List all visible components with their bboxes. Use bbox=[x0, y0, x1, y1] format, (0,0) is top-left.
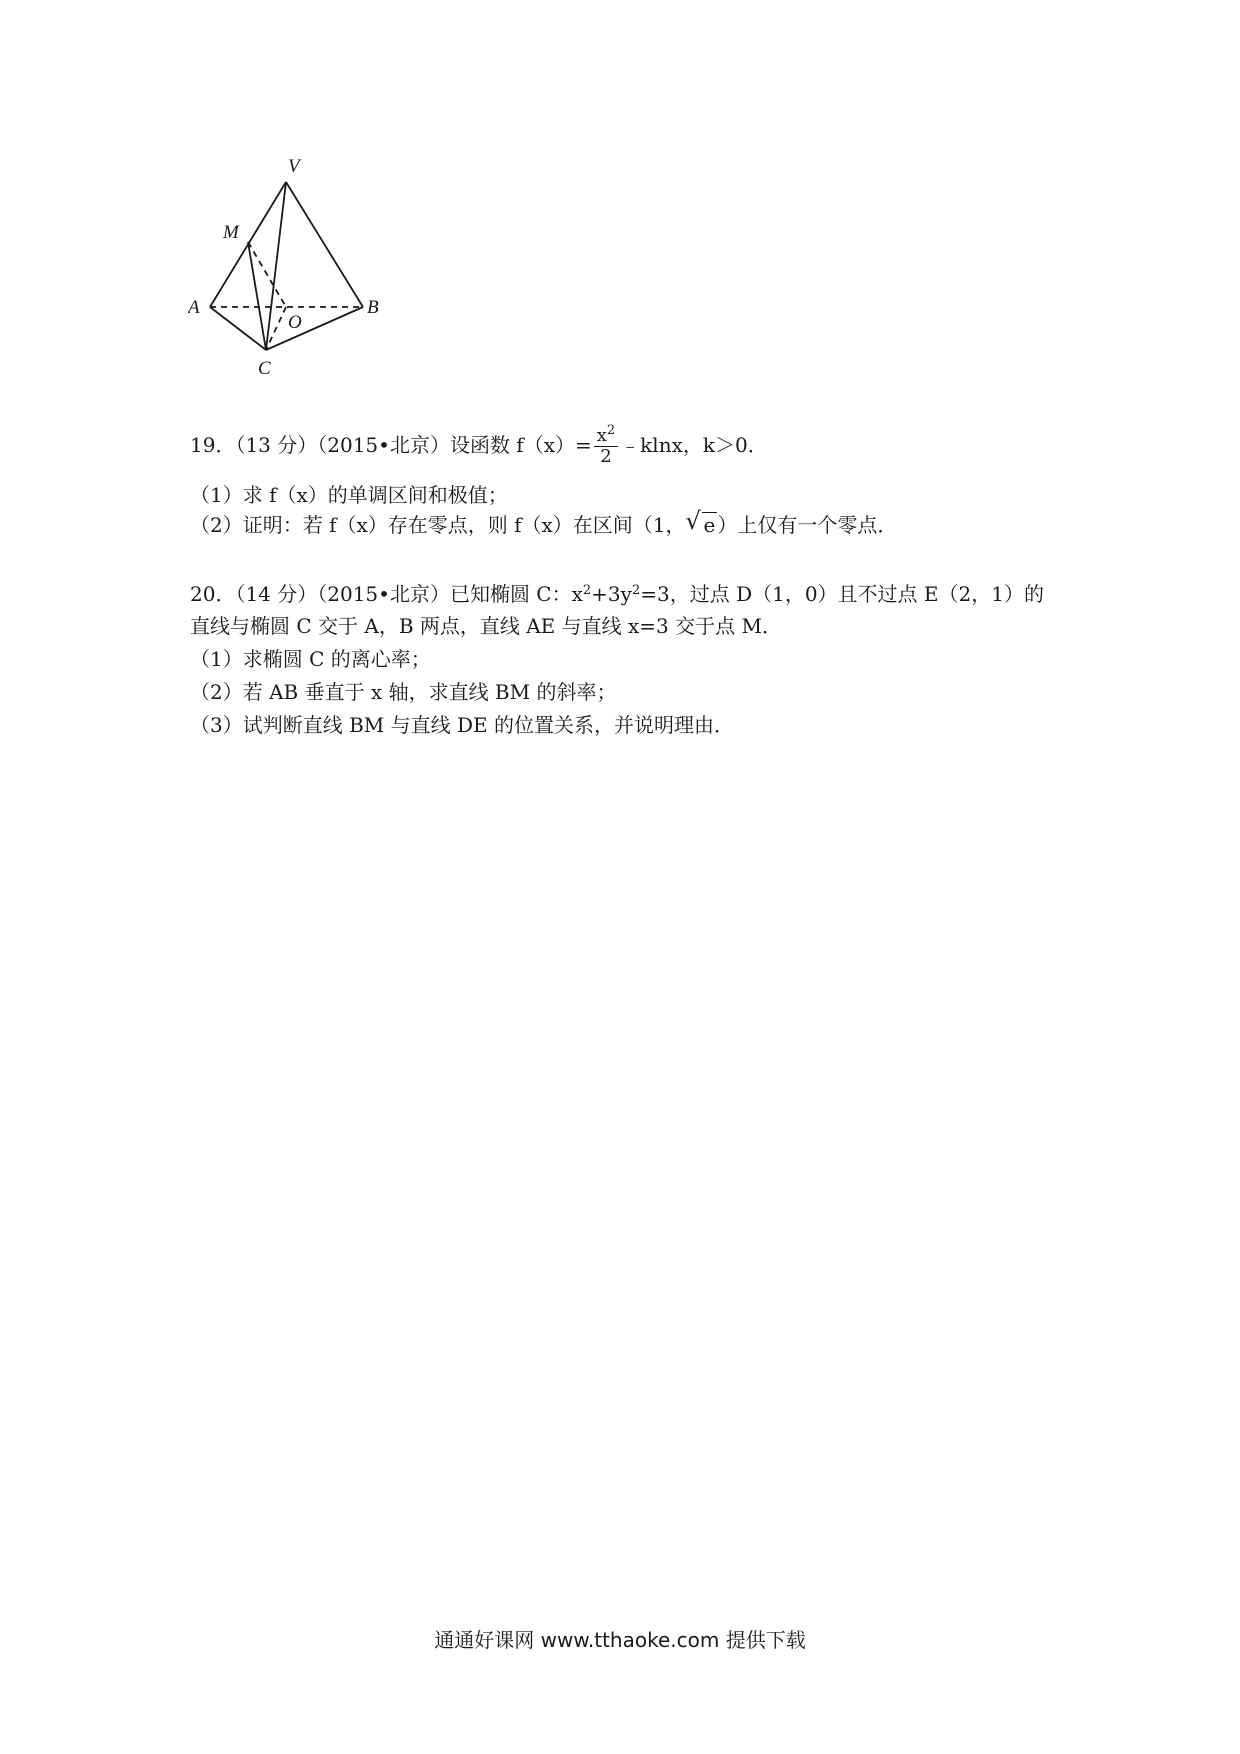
q20-part2: （2）若 AB 垂直于 x 轴，求直线 BM 的斜率； bbox=[190, 680, 617, 704]
q20-part1: （1）求椭圆 C 的离心率； bbox=[190, 647, 431, 671]
edge-ac bbox=[210, 307, 266, 350]
q20-stem-line2: 直线与椭圆 C 交于 A，B 两点，直线 AE 与直线 x=3 交于点 M． bbox=[190, 614, 782, 638]
edge-bc bbox=[266, 307, 363, 350]
label-m: M bbox=[223, 222, 239, 243]
edge-mc bbox=[248, 242, 266, 350]
label-a: A bbox=[188, 297, 200, 318]
sqrt-e: √ e bbox=[685, 507, 716, 537]
label-c: C bbox=[258, 358, 271, 379]
edge-vb bbox=[286, 182, 363, 307]
q20-part3: （3）试判断直线 BM 与直线 DE 的位置关系，并说明理由． bbox=[190, 713, 734, 737]
q19-part1: （1）求 f（x）的单调区间和极值； bbox=[190, 483, 508, 507]
page-footer: 通通好课网 www.tthaoke.com 提供下载 bbox=[434, 1628, 806, 1652]
label-v: V bbox=[288, 156, 300, 177]
q20-stem: 20．（14 分）（2015•北京）已知椭圆 C：$x^2+3y^2=3$，过点 D（1，0）且不过点 E（2，1）的 bbox=[190, 582, 1044, 606]
q19-fraction: $\frac{x^2}{2}$ bbox=[594, 426, 618, 467]
q19-stem: 19．（13 分）（2015•北京）设函数 f（x）= $\frac{x^2}{2}$ ﹣klnx，k＞0． bbox=[190, 423, 768, 467]
edge-vc bbox=[266, 182, 286, 350]
label-o: O bbox=[288, 312, 302, 333]
q19-part2: （2）证明：若 f（x）存在零点，则 f（x）在区间（1， √ e ）上仅有一个零点． bbox=[190, 507, 898, 537]
label-b: B bbox=[367, 297, 379, 318]
tetrahedron-figure bbox=[188, 150, 408, 380]
